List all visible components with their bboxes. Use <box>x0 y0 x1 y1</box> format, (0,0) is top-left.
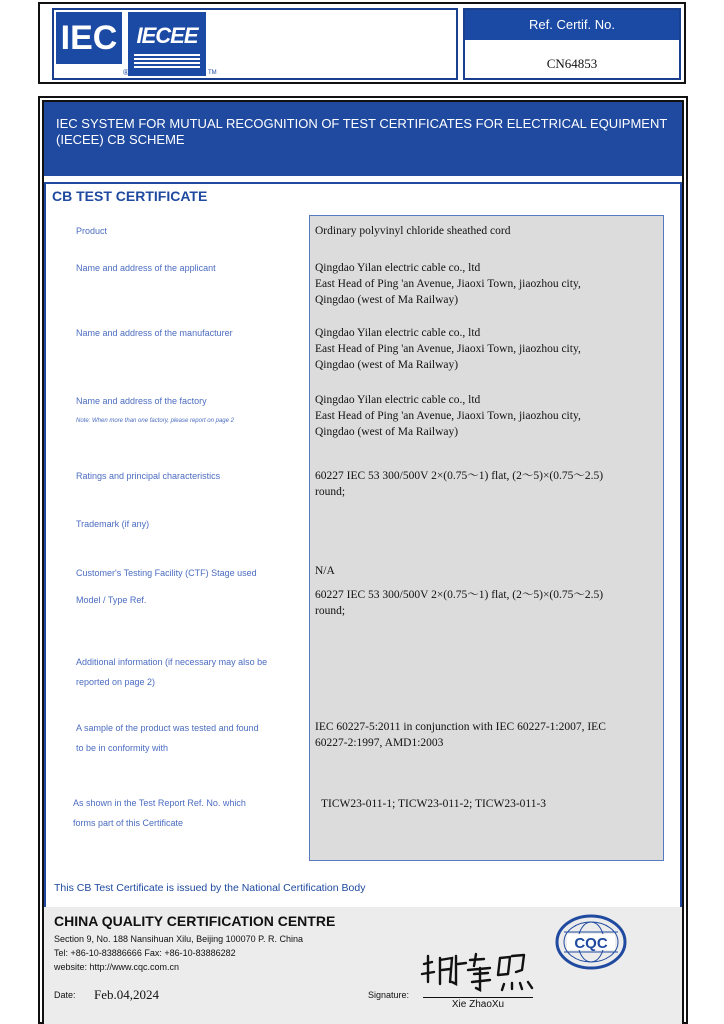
factory-line: East Head of Ping 'an Avenue, Jiaoxi Town, jiaozhou city, <box>315 410 581 422</box>
ratings-line: 60227 IEC 53 300/500V 2×(0.75～1) flat, (2～5)×(0.75～2.5) <box>315 470 604 482</box>
org-website: website: http://www.cqc.com.cn <box>54 962 180 972</box>
manufacturer-value <box>315 325 655 373</box>
factory-note: Note: When more than one factory, please report on page 2 <box>76 418 234 424</box>
model-line: round; <box>315 605 346 617</box>
certificate-title: CB TEST CERTIFICATE <box>52 188 208 204</box>
org-tel-fax: Tel: +86-10-83886666 Fax: +86-10-83886282 <box>54 948 236 958</box>
applicant-line: Qingdao (west of Ma Railway) <box>315 294 459 306</box>
test-report-label <box>73 793 293 833</box>
additional-info-label <box>76 652 296 692</box>
org-name: CHINA QUALITY CERTIFICATION CENTRE <box>54 913 336 929</box>
report-line: forms part of this Certificate <box>73 818 184 828</box>
banner-line-1: IEC SYSTEM FOR MUTUAL RECOGNITION OF TEST CERTIFICATES FOR ELECTRICAL EQUIPMENT <box>56 116 668 131</box>
applicant-label: Name and address of the applicant <box>76 263 216 273</box>
sample-line: A sample of the product was tested and found <box>76 723 259 733</box>
iec-logo: IEC <box>56 12 122 64</box>
factory-line: Qingdao Yilan electric cable co., ltd <box>315 394 481 406</box>
applicant-line: East Head of Ping 'an Avenue, Jiaoxi Town, jiaozhou city, <box>315 278 581 290</box>
report-line: As shown in the Test Report Ref. No. which <box>73 798 246 808</box>
standards-value <box>315 719 655 751</box>
manufacturer-line: Qingdao (west of Ma Railway) <box>315 359 459 371</box>
manufacturer-label: Name and address of the manufacturer <box>76 328 233 338</box>
sample-conformity-label <box>76 718 296 758</box>
product-value: Ordinary polyvinyl chloride sheathed cord <box>315 225 511 237</box>
cqc-logo-icon <box>554 912 628 972</box>
factory-value <box>315 392 655 440</box>
signature-line <box>423 997 533 998</box>
iecee-logo: IECEE <box>128 12 206 76</box>
additional-info-line: Additional information (if necessary may also be <box>76 657 268 667</box>
applicant-line: Qingdao Yilan electric cable co., ltd <box>315 262 481 274</box>
model-value <box>315 587 655 619</box>
ctf-value: N/A <box>315 565 335 577</box>
registered-mark-icon: ® <box>123 68 129 77</box>
ratings-label: Ratings and principal characteristics <box>76 471 221 481</box>
banner-line-2: (IECEE) CB SCHEME <box>56 132 185 147</box>
date-label: Date: <box>54 990 76 1000</box>
applicant-value <box>315 260 655 308</box>
iecee-logo-stripes <box>134 54 200 70</box>
standards-line: 60227-2:1997, AMD1:2003 <box>315 737 444 749</box>
org-address: Section 9, No. 188 Nansihuan Xilu, Beijing 100070 P. R. China <box>54 934 303 944</box>
test-report-value: TICW23-011-1; TICW23-011-2; TICW23-011-3 <box>321 798 547 810</box>
trademark-icon: TM <box>208 70 217 76</box>
model-line: 60227 IEC 53 300/500V 2×(0.75～1) flat, (2～5)×(0.75～2.5) <box>315 589 604 601</box>
ratings-line: round; <box>315 486 346 498</box>
factory-line: Qingdao (west of Ma Railway) <box>315 426 459 438</box>
signature-label: Signature: <box>368 990 410 1000</box>
date-value: Feb.04,2024 <box>94 987 159 1002</box>
model-label: Model / Type Ref. <box>76 595 147 605</box>
manufacturer-line: Qingdao Yilan electric cable co., ltd <box>315 327 481 339</box>
signatory-name: Xie ZhaoXu <box>451 999 505 1010</box>
factory-label: Name and address of the factory <box>76 396 207 406</box>
additional-info-line: reported on page 2) <box>76 677 156 687</box>
scheme-banner <box>44 102 682 176</box>
ref-certif-label: Ref. Certif. No. <box>465 10 679 40</box>
sample-line: to be in conformity with <box>76 743 169 753</box>
manufacturer-line: East Head of Ping 'an Avenue, Jiaoxi Town, jiaozhou city, <box>315 343 581 355</box>
ratings-value <box>315 468 655 500</box>
trademark-label: Trademark (if any) <box>76 519 150 529</box>
product-label: Product <box>76 226 108 236</box>
ref-certif-number: CN64853 <box>546 56 598 71</box>
values-panel <box>309 215 664 861</box>
signature-image <box>418 950 538 996</box>
ctf-label: Customer's Testing Facility (CTF) Stage used <box>76 568 257 578</box>
standards-line: IEC 60227-5:2011 in conjunction with IEC 60227-1:2007, IEC <box>315 721 606 733</box>
svg-text:CQC: CQC <box>574 935 608 952</box>
issued-by-statement: This CB Test Certificate is issued by the National Certification Body <box>54 882 366 894</box>
